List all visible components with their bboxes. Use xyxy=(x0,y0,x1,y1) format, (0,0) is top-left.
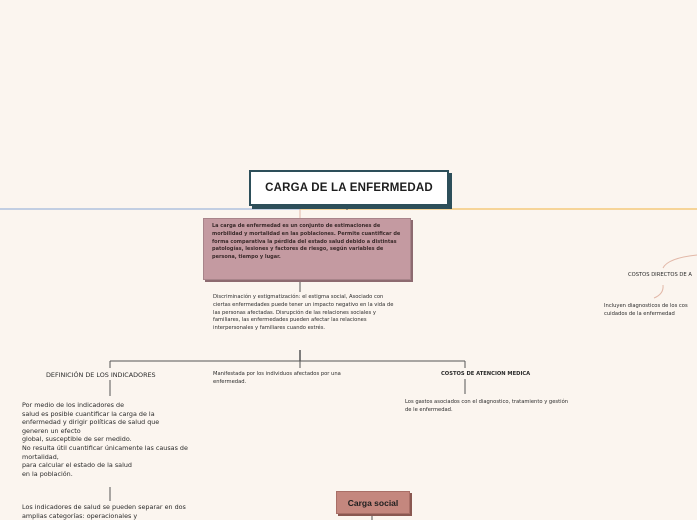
manifest-text: Manifestada por los individuos afectados por una enfermedad. xyxy=(213,371,341,385)
indicators-line: amplias categorías: operacionales y xyxy=(22,511,138,520)
direct-costs-node[interactable] xyxy=(604,303,697,319)
medical-costs-text: Los gastos asociados con el diagnostico, tratamiento y gestión de le enfermedad. xyxy=(405,399,569,413)
stigma-node[interactable] xyxy=(213,294,397,333)
social-burden-box[interactable] xyxy=(336,491,410,514)
indicators-line: enfermedad y dirigir políticas de salud que xyxy=(22,418,160,427)
indicators-line: mortalidad, xyxy=(22,452,59,461)
direct-costs-text: Incluyen diagnosticos de los cos cuidados de la enfermedad xyxy=(604,303,688,317)
definition-text: La carga de enfermedad es un conjunto de estimaciones de morbilidad y mortalidad en las poblaciones. Permite cuantificar de forma comparativa la pérdida del estado salud debido a distintas patologías, lesiones y factores de riesgo, según variables de persona, tiempo y lugar. xyxy=(212,223,401,261)
indicators-line: salud es posible cuantificar la carga de la xyxy=(22,409,155,418)
main-title-box[interactable] xyxy=(249,170,449,206)
indicators-line: generen un efecto xyxy=(22,426,81,435)
indicators-line: No resulta útil cuantificar únicamente las causas de xyxy=(22,443,188,452)
indicators-line: para calcular el estado de la salud xyxy=(22,461,132,470)
indicators-heading[interactable]: DEFINICIÓN DE LOS INDICADORES xyxy=(46,371,156,379)
stigma-text: Discriminación y estigmatización: el estigma social, Asociado con ciertas enfermedades puede tener un impacto negativo en la vida de las personas afectadas. Disrupción de las relaciones sociales y familiares, las enfermedades pueden afectar las relaciones interpersonales y familiares cuando estrés. xyxy=(213,294,394,332)
medical-costs-heading[interactable]: COSTOS DE ATENCION MEDICA xyxy=(441,371,531,377)
indicators-line: en la población. xyxy=(22,469,73,478)
indicators-line: Por medio de los indicadores de xyxy=(22,401,125,409)
social-burden-label: Carga social xyxy=(347,497,399,508)
manifest-node[interactable] xyxy=(213,371,363,387)
indicators-line: global, susceptible de ser medido. xyxy=(22,435,132,444)
direct-costs-heading[interactable]: COSTOS DIRECTOS DE A xyxy=(628,272,692,278)
medical-costs-node[interactable] xyxy=(405,399,570,415)
indicators-body[interactable] xyxy=(22,401,208,478)
indicators-line: Los indicadores de salud se pueden separar en dos xyxy=(22,503,186,511)
main-title: CARGA DE LA ENFERMEDAD xyxy=(265,182,433,194)
definition-box[interactable] xyxy=(203,218,411,280)
indicators-categories[interactable] xyxy=(22,503,208,520)
